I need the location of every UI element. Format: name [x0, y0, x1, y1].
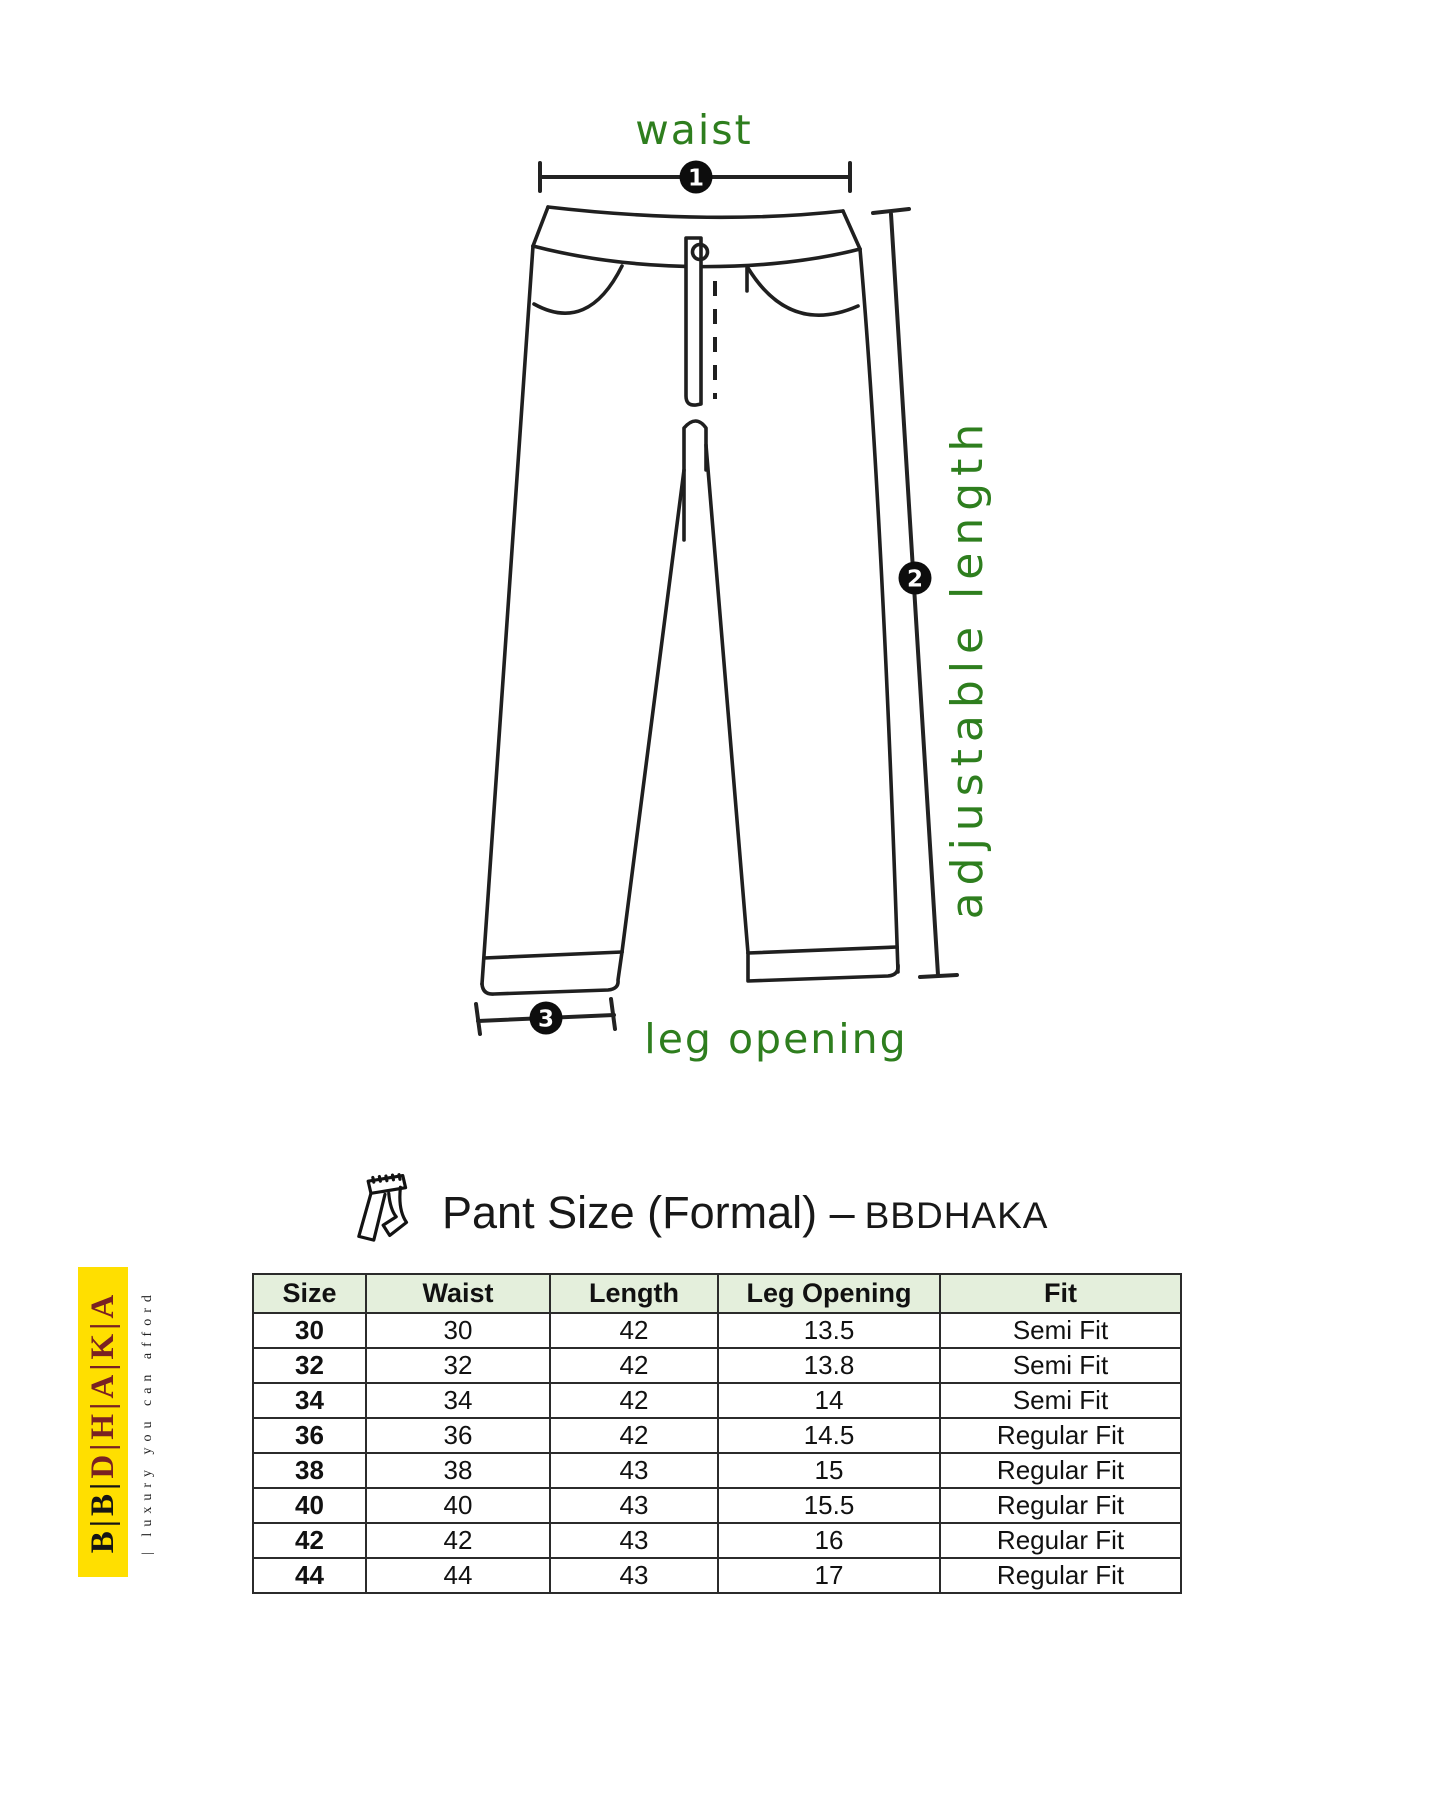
left-cuff-line [484, 952, 622, 958]
table-cell: 30 [253, 1313, 366, 1348]
right-pocket-curve [748, 268, 858, 315]
header-leg-opening: Leg Opening [718, 1274, 940, 1313]
table-cell: 17 [718, 1558, 940, 1593]
fly-placket [686, 238, 701, 405]
table-cell: 34 [253, 1383, 366, 1418]
table-cell: 13.5 [718, 1313, 940, 1348]
table-row [253, 1348, 1181, 1383]
leg-opening-tick-left [476, 1004, 480, 1034]
table-cell: 42 [550, 1348, 718, 1383]
table-cell: Semi Fit [940, 1348, 1181, 1383]
table-cell: 15 [718, 1453, 940, 1488]
table-cell: Regular Fit [940, 1453, 1181, 1488]
table-cell: 40 [253, 1488, 366, 1523]
table-cell: 32 [366, 1348, 550, 1383]
brand-logo-text [78, 1267, 128, 1577]
table-cell: 44 [366, 1558, 550, 1593]
table-cell: 42 [550, 1313, 718, 1348]
table-row [253, 1523, 1181, 1558]
table-cell: Regular Fit [940, 1418, 1181, 1453]
waist-label: waist [635, 106, 753, 154]
table-cell: 30 [366, 1313, 550, 1348]
header-size: Size [253, 1274, 366, 1313]
waist-measure [540, 106, 850, 194]
leg-opening-label: leg opening [644, 1015, 908, 1063]
table-cell: Regular Fit [940, 1488, 1181, 1523]
table-cell: 43 [550, 1523, 718, 1558]
page-title [442, 1187, 1048, 1239]
right-inner-seam [706, 445, 748, 953]
table-cell: 16 [718, 1523, 940, 1558]
table-cell: 38 [253, 1453, 366, 1488]
table-cell: 14.5 [718, 1418, 940, 1453]
table-cell: 14 [718, 1383, 940, 1418]
waistband-left-edge [533, 207, 548, 246]
left-inner-seam [622, 470, 684, 952]
waistband-top-line [548, 207, 843, 217]
title-main: Pant Size (Formal) – [442, 1187, 855, 1238]
marker-2-number: 2 [906, 566, 924, 593]
table-cell: 43 [550, 1558, 718, 1593]
crotch-arch [684, 421, 706, 540]
header-length: Length [550, 1274, 718, 1313]
table-header-row [253, 1274, 1181, 1313]
table-cell: 36 [253, 1418, 366, 1453]
table-cell: Regular Fit [940, 1558, 1181, 1593]
right-cuff-line [748, 947, 897, 953]
title-brand: BBDHAKA [864, 1195, 1049, 1236]
length-measure [873, 209, 993, 977]
title-row [356, 1170, 1048, 1256]
left-pocket-curve [534, 266, 622, 313]
leg-opening-measure [476, 999, 908, 1063]
right-cuff-bottom [748, 953, 898, 981]
table-cell: 42 [550, 1418, 718, 1453]
table-cell: 13.8 [718, 1348, 940, 1383]
right-outer-seam [860, 249, 898, 972]
pants-icon [356, 1172, 414, 1254]
leg-opening-tick-right [611, 999, 615, 1029]
table-cell: 32 [253, 1348, 366, 1383]
table-cell: 38 [366, 1453, 550, 1488]
table-cell: 42 [253, 1523, 366, 1558]
brand-letters-black: B|B| [85, 1478, 121, 1554]
length-measure-tick-bottom [920, 975, 957, 977]
table-cell: 42 [366, 1523, 550, 1558]
header-waist: Waist [366, 1274, 550, 1313]
table-row [253, 1383, 1181, 1418]
table-cell: 40 [366, 1488, 550, 1523]
table-cell: Semi Fit [940, 1313, 1181, 1348]
marker-3-number: 3 [537, 1006, 555, 1033]
size-table [252, 1273, 1182, 1594]
brand-letters-maroon: D|H|A|K|A [85, 1290, 121, 1479]
marker-1-number: 1 [687, 165, 705, 192]
table-cell: 43 [550, 1453, 718, 1488]
table-cell: 42 [550, 1383, 718, 1418]
table-row [253, 1558, 1181, 1593]
table-row [253, 1453, 1181, 1488]
waistband-right-edge [843, 211, 860, 249]
table-cell: 15.5 [718, 1488, 940, 1523]
table-cell: 34 [366, 1383, 550, 1418]
table-row [253, 1313, 1181, 1348]
table-cell: 36 [366, 1418, 550, 1453]
table-cell: Semi Fit [940, 1383, 1181, 1418]
table-row [253, 1488, 1181, 1523]
table-cell: 44 [253, 1558, 366, 1593]
left-outer-seam [482, 246, 533, 984]
length-measure-line [891, 214, 938, 975]
brand-tagline: | luxury you can afford [140, 1289, 155, 1555]
adjustable-length-label: adjustable length [942, 416, 993, 920]
table-body [253, 1313, 1181, 1593]
table-cell: 43 [550, 1488, 718, 1523]
header-fit: Fit [940, 1274, 1181, 1313]
length-measure-tick-top [873, 209, 909, 213]
table-cell: Regular Fit [940, 1523, 1181, 1558]
pants-drawing [482, 207, 898, 994]
table-row [253, 1418, 1181, 1453]
